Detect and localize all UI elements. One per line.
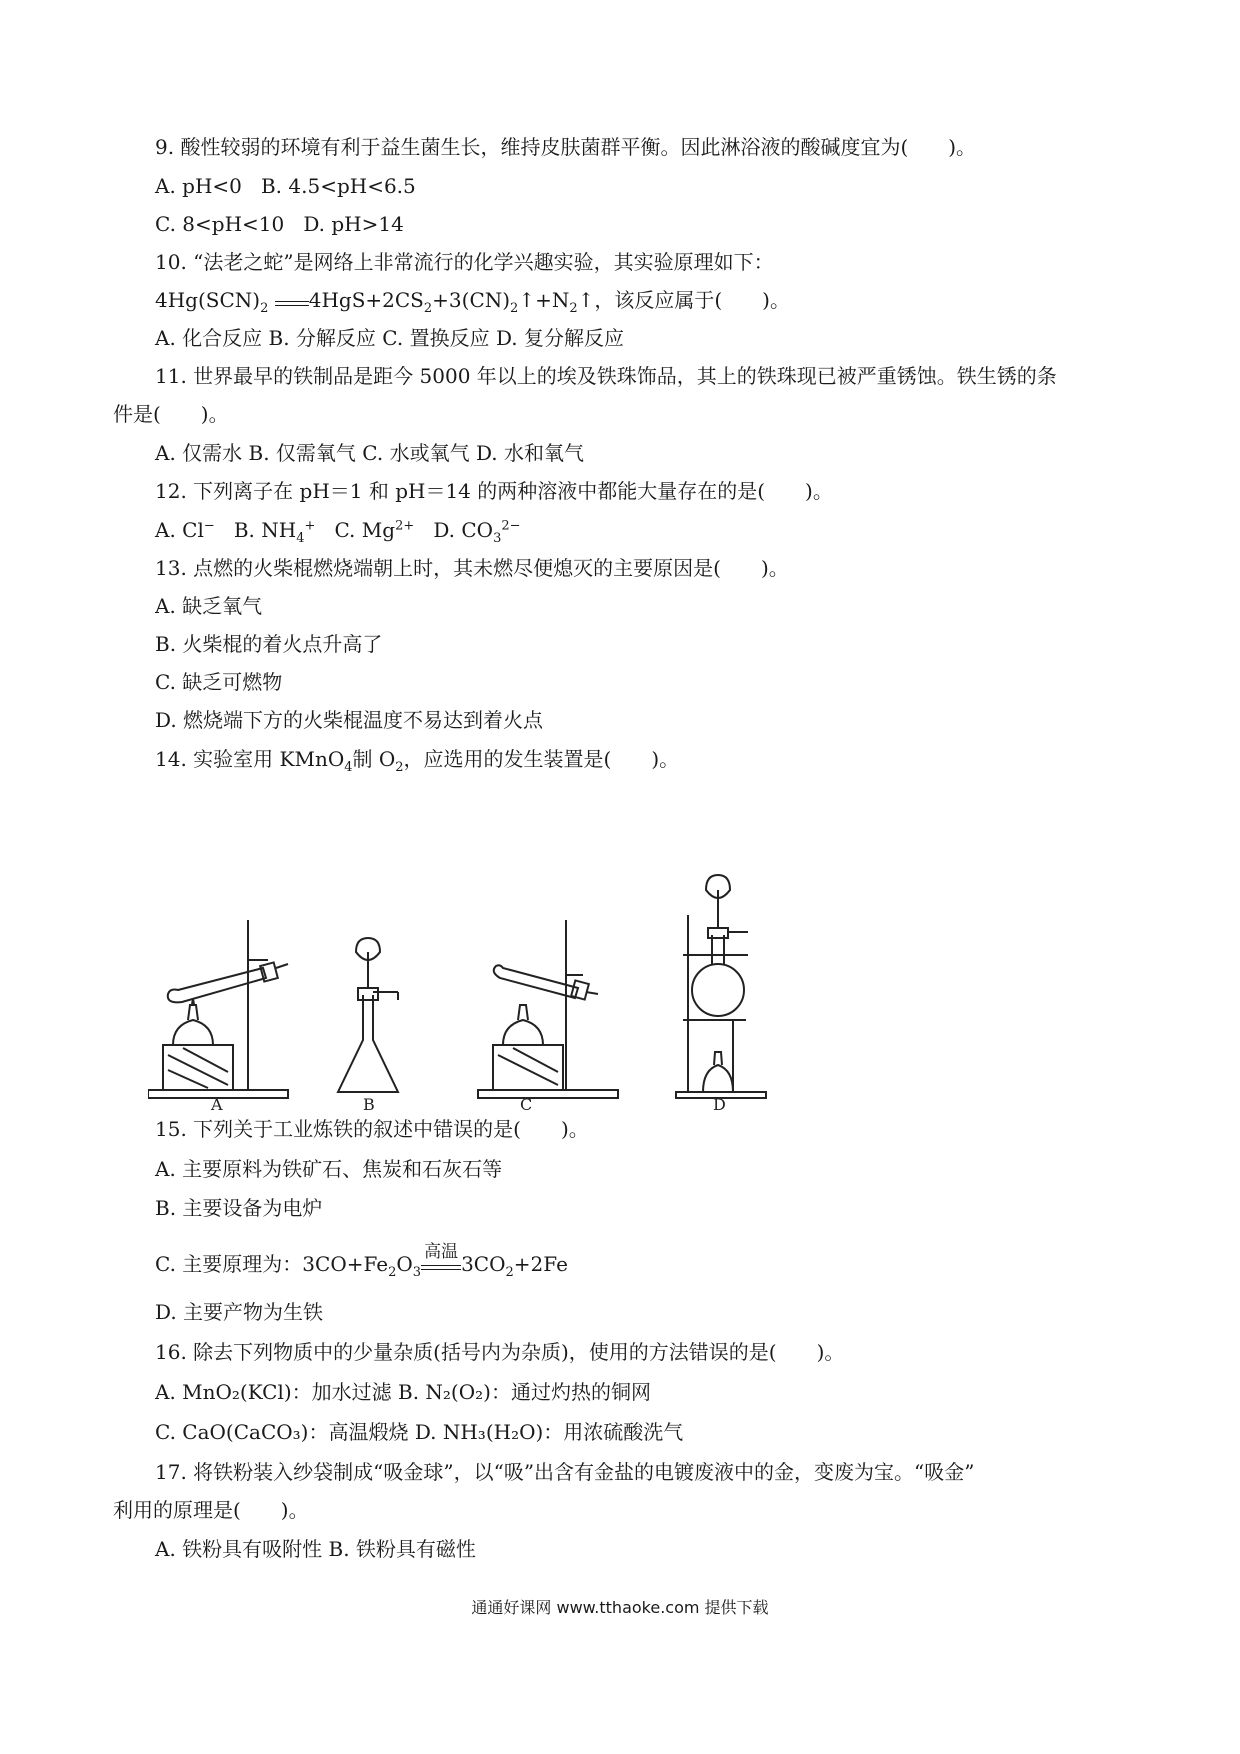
q16-stem: 16. 除去下列物质中的少量杂质(括号内为杂质)，使用的方法错误的是( )。: [155, 1340, 845, 1364]
q12-stem: 12. 下列离子在 pH＝1 和 pH＝14 的两种溶液中都能大量存在的是( )。: [155, 479, 833, 503]
apparatus-b: [338, 938, 398, 1092]
apparatus-figure: [148, 860, 868, 1110]
q15-option-a: A. 主要原料为铁矿石、焦炭和石灰石等: [155, 1157, 503, 1181]
q15-option-c: [155, 1241, 568, 1280]
q15-c-mid: O: [396, 1252, 413, 1276]
apparatus-label-b: B: [363, 1095, 375, 1110]
q15-sub: 2: [505, 1265, 514, 1280]
q17-stem-line2: 利用的原理是( )。: [113, 1498, 309, 1522]
apparatus-label-a: A: [211, 1095, 223, 1110]
q9-option-b: B. 4.5<pH<6.5: [260, 174, 416, 198]
q9-option-a: A. pH<0: [155, 174, 242, 198]
page-footer: 通通好课网 www.tthaoke.com 提供下载: [471, 1598, 769, 1617]
q14-sub: 4: [344, 760, 353, 775]
q15-sub: 3: [412, 1265, 422, 1280]
q12-option-b: B. NH: [233, 518, 297, 542]
q17-stem-line1: 17. 将铁粉装入纱袋制成“吸金球”，以“吸”出含有金盐的电镀废液中的金，变废为宝。“吸金”: [155, 1460, 975, 1484]
q10-options: A. 化合反应 B. 分解反应 C. 置换反应 D. 复分解反应: [155, 326, 624, 350]
q13-option-b: B. 火柴棍的着火点升高了: [155, 632, 383, 656]
q14-sub: 2: [395, 760, 404, 775]
q13-option-a: A. 缺乏氧气: [155, 594, 263, 618]
q17-options: A. 铁粉具有吸附性 B. 铁粉具有磁性: [155, 1537, 476, 1561]
q16-options-ab: A. MnO₂(KCl)：加水过滤 B. N₂(O₂)：通过灼热的铜网: [155, 1380, 651, 1404]
q12-option-d: D. CO: [433, 518, 494, 542]
q12-sup: −: [203, 518, 215, 534]
q12-option-a: A. Cl: [155, 518, 204, 542]
q15-c-tail: +2Fe: [513, 1252, 568, 1276]
q14-stem-c: ，应选用的发生装置是( )。: [403, 747, 680, 771]
apparatus-c: [478, 920, 618, 1098]
q12-sub: 4: [296, 531, 305, 546]
q10-sub: 2: [569, 301, 578, 316]
q15-option-d: D. 主要产物为生铁: [155, 1300, 324, 1324]
q10-sub: 2: [510, 301, 519, 316]
q11-stem-line1: 11. 世界最早的铁制品是距今 5000 年以上的埃及铁珠饰品，其上的铁珠现已被严重锈蚀。铁生锈的条: [155, 364, 1057, 388]
q12-sup: 2−: [501, 518, 521, 534]
q12-sub: 3: [493, 531, 502, 546]
equals-sign: [275, 292, 309, 312]
q11-options: A. 仅需水 B. 仅需氧气 C. 水或氧气 D. 水和氧气: [155, 441, 584, 465]
condition-label: 高温: [424, 1241, 459, 1262]
q12-sup: +: [304, 518, 316, 534]
q9-option-c: C. 8<pH<10: [155, 212, 285, 236]
apparatus-label-c: C: [520, 1095, 533, 1110]
q10-product-c: ↑+N: [518, 288, 570, 312]
q12-sup: 2+: [395, 518, 415, 534]
apparatus-a: [148, 920, 288, 1098]
q15-c-prefix: C. 主要原理为：3CO+Fe: [155, 1252, 389, 1276]
q15-sub: 2: [388, 1265, 397, 1280]
apparatus-label-d: D: [713, 1095, 726, 1110]
q10-sub: 2: [423, 301, 433, 316]
q9-options-cd: [155, 210, 404, 238]
q10-equation: [155, 286, 790, 314]
q9-stem: 9. 酸性较弱的环境有利于益生菌生长，维持皮肤菌群平衡。因此淋浴液的酸碱度宜为( )。: [155, 135, 977, 159]
q10-stem: 10. “法老之蛇”是网络上非常流行的化学兴趣实验，其实验原理如下：: [155, 250, 774, 274]
q14-stem: [155, 745, 679, 773]
q11-stem-line2: 件是( )。: [113, 402, 229, 426]
q15-c-right: 3CO: [461, 1252, 506, 1276]
q10-product-b: +3(CN): [432, 288, 511, 312]
q14-stem-a: 14. 实验室用 KMnO: [155, 747, 345, 771]
reaction-condition: [421, 1241, 461, 1276]
q13-option-c: C. 缺乏可燃物: [155, 670, 283, 694]
apparatus-d: [676, 875, 766, 1098]
q9-option-d: D. pH>14: [303, 212, 404, 236]
q15-option-b: B. 主要设备为电炉: [155, 1196, 323, 1220]
q10-tail: ↑，该反应属于( )。: [577, 288, 790, 312]
q15-stem: 15. 下列关于工业炼铁的叙述中错误的是( )。: [155, 1117, 589, 1141]
q10-product-a: 4HgS+2CS: [308, 288, 424, 312]
q13-stem: 13. 点燃的火柴棍燃烧端朝上时，其未燃尽便熄灭的主要原因是( )。: [155, 556, 789, 580]
q12-option-c: C. Mg: [334, 518, 396, 542]
q10-reactant: 4Hg(SCN): [155, 288, 261, 312]
q12-options: [155, 516, 521, 544]
q10-sub: 2: [260, 301, 269, 316]
q14-stem-b: 制 O: [352, 747, 396, 771]
q16-options-cd: C. CaO(CaCO₃)：高温煅烧 D. NH₃(H₂O)：用浓硫酸洗气: [155, 1420, 684, 1444]
q9-options-ab: [155, 172, 416, 200]
q13-option-d: D. 燃烧端下方的火柴棍温度不易达到着火点: [155, 708, 544, 732]
